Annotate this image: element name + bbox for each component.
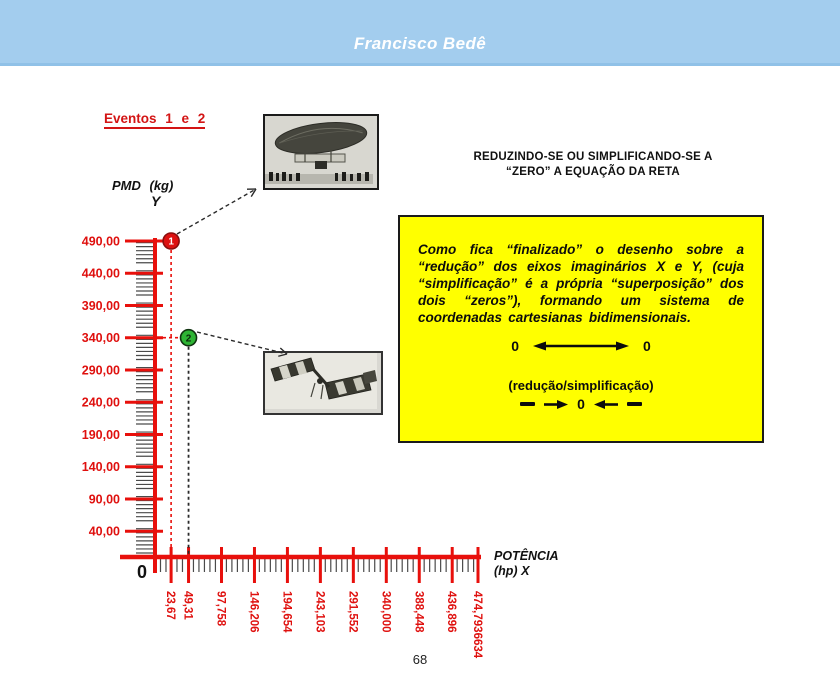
callout-arrow-airplane-head <box>278 354 287 356</box>
header-title: Francisco Bedê <box>353 34 487 53</box>
page-number: 68 <box>412 652 428 667</box>
bottom-zero-label: 0 <box>577 396 585 412</box>
x-tick-label: 436,896 <box>445 591 458 633</box>
note-paragraph: Como fica “finalizado” o desenho sobre a “redução” dos eixos imaginários X e Y, (cuja “simplificação” é a própria “superposição” dos dois “zeros”), formando um sistema de coordenadas cartesianas bidimensionais. <box>418 242 744 325</box>
events-title: Eventos 1 e 2 <box>104 111 205 129</box>
y-tick-label: 90,00 <box>88 492 120 507</box>
y-tick-label: 40,00 <box>88 524 120 539</box>
y-tick-label: 240,00 <box>81 395 120 410</box>
y-tick-label: 340,00 <box>81 331 120 346</box>
zero-right-label: 0 <box>643 338 651 354</box>
x-tick-label: 243,103 <box>313 591 326 633</box>
y-tick-label: 140,00 <box>81 460 120 475</box>
x-tick-label: 291,552 <box>346 591 359 633</box>
origin-label: 0 <box>136 562 147 582</box>
y-tick-label: 290,00 <box>81 363 120 378</box>
x-axis-title-line1: POTÊNCIA <box>494 549 559 563</box>
reduzindo-line1: REDUZINDO-SE OU SIMPLIFICANDO-SE A <box>473 151 713 163</box>
callout-arrow-airship-head <box>251 189 256 197</box>
y-tick-label: 190,00 <box>81 427 120 442</box>
reduzindo-line2: “ZERO” A EQUAÇÃO DA RETA <box>506 166 680 178</box>
x-tick-label: 97,758 <box>214 591 227 627</box>
y-tick-label: 440,00 <box>81 266 120 281</box>
x-tick-label: 23,67 <box>164 591 177 620</box>
y-tick-label: 490,00 <box>81 234 120 249</box>
x-tick-label: 49,31 <box>181 591 194 620</box>
callout-arrow-airship <box>177 189 256 234</box>
y-axis-letter: Y <box>151 193 161 209</box>
reduction-caption: (redução/simplificação) <box>508 378 654 393</box>
y-tick-label: 390,00 <box>81 298 120 313</box>
x-tick-label: 388,448 <box>412 591 425 633</box>
callout-arrow-airplane <box>197 332 287 354</box>
x-tick-label: 146,206 <box>247 591 260 633</box>
y-axis-title: PMD (kg) <box>112 178 174 193</box>
data-point-label-2: 2 <box>185 333 192 345</box>
data-point-label-1: 1 <box>168 236 174 248</box>
zero-left-label: 0 <box>511 338 519 354</box>
x-tick-label: 340,000 <box>379 591 392 633</box>
x-axis-title-line2: (hp) X <box>494 564 530 578</box>
x-tick-label: 194,654 <box>280 591 293 633</box>
x-tick-label: 474,7936634 <box>471 591 483 659</box>
